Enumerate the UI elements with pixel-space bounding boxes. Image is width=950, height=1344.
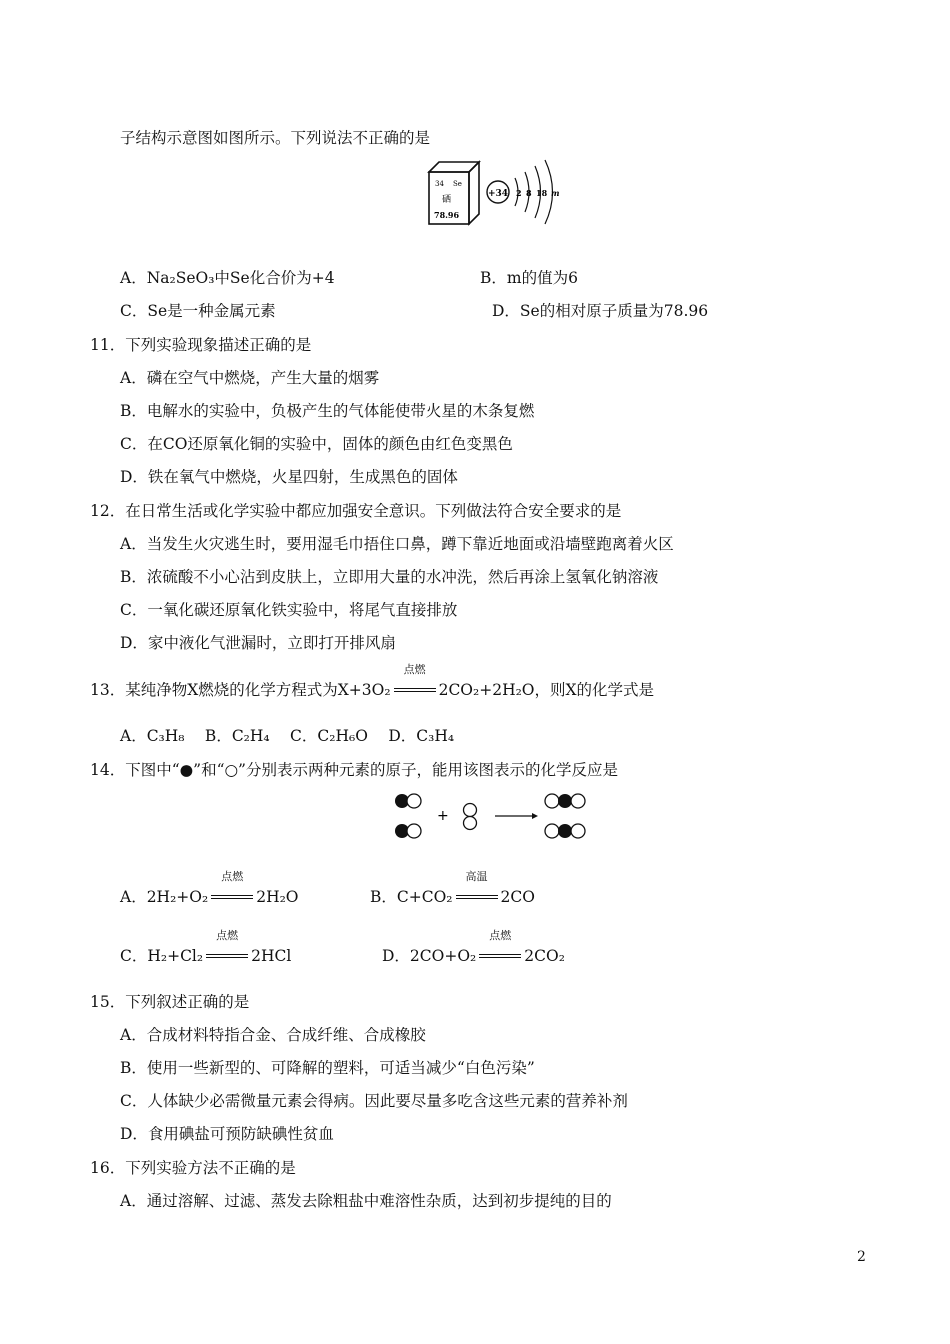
element-cell-icon xyxy=(429,162,479,224)
q11-option-d: D．铁在氧气中燃烧，火星四射，生成黑色的固体 xyxy=(120,468,458,486)
reaction-condition: 点燃 xyxy=(392,675,438,695)
q12-option-d: D．家中液化气泄漏时，立即打开排风扇 xyxy=(120,634,396,652)
q13-stem-post: 2CO₂+2H₂O，则X的化学式是 xyxy=(438,681,655,699)
q11-option-b: B．电解水的实验中，负极产生的气体能使带火星的木条复燃 xyxy=(120,402,535,420)
q10-option-a: A．Na₂SeO₃中Se化合价为+4 xyxy=(120,269,335,287)
q13-stem xyxy=(90,663,655,700)
shell-2: 8 xyxy=(526,188,532,198)
nucleus-charge: +34 xyxy=(488,189,509,199)
page-number: 2 xyxy=(857,1249,866,1265)
q16-option-a: A．通过溶解、过滤、蒸发去除粗盐中难溶性杂质，达到初步提纯的目的 xyxy=(120,1192,612,1210)
shell-1: 2 xyxy=(516,188,522,198)
question-10-stem-continued: 子结构示意图如图所示。下列说法不正确的是 xyxy=(120,129,431,147)
shell-3: 18 xyxy=(536,188,548,198)
q10-option-d: D．Se的相对原子质量为78.96 xyxy=(492,302,709,320)
q14-option-d: D．2CO+O₂ 点燃 2CO₂ xyxy=(382,929,565,965)
element-number: 34 xyxy=(435,180,444,188)
q12-option-b: B．浓硫酸不小心沾到皮肤上，立即用大量的水冲洗，然后再涂上氢氧化钠溶液 xyxy=(120,568,659,586)
element-mass: 78.96 xyxy=(434,210,460,220)
q15-option-a: A．合成材料特指合金、合成纤维、合成橡胶 xyxy=(120,1026,426,1044)
q10-option-b: B．m的值为6 xyxy=(480,269,578,287)
q15-stem: 15．下列叙述正确的是 xyxy=(90,993,250,1011)
svg-text:硒: 硒 xyxy=(442,195,452,205)
reactant-molecule-3-icon xyxy=(464,804,477,830)
product-molecule-1-icon xyxy=(545,794,585,808)
q10-option-c: C．Se是一种金属元素 xyxy=(120,302,276,320)
q12-stem: 12．在日常生活或化学实验中都应加强安全意识。下列做法符合安全要求的是 xyxy=(90,502,622,520)
q14-option-c: C．H₂+Cl₂ 点燃 2HCl xyxy=(120,929,292,965)
q13-options: A．C₃H₈ B．C₂H₄ C．C₂H₆O D．C₃H₄ xyxy=(120,727,455,745)
q15-option-d: D．食用碘盐可预防缺碘性贫血 xyxy=(120,1125,334,1143)
q14-stem: 14．下图中“●”和“○”分别表示两种元素的原子，能用该图表示的化学反应是 xyxy=(90,761,618,779)
reactant-molecule-1-icon xyxy=(395,794,421,808)
q16-stem: 16．下列实验方法不正确的是 xyxy=(90,1159,296,1177)
reactant-molecule-2-icon xyxy=(395,824,421,838)
q14-option-b: B．C+CO₂ 高温 2CO xyxy=(370,870,535,906)
reaction-diagram xyxy=(390,786,600,844)
atomic-structure-icon xyxy=(487,160,559,224)
q11-option-a: A．磷在空气中燃烧，产生大量的烟雾 xyxy=(120,369,380,387)
q13-stem-pre: 13．某纯净物X燃烧的化学方程式为X+3O₂ xyxy=(90,681,391,699)
plus-sign: + xyxy=(437,808,449,824)
arrow-icon xyxy=(495,813,538,819)
q15-option-c: C．人体缺少必需微量元素会得病。因此要尽量多吃含这些元素的营养补剂 xyxy=(120,1092,628,1110)
q12-option-a: A．当发生火灾逃生时，要用湿毛巾捂住口鼻，蹲下靠近地面或沿墙壁跑离着火区 xyxy=(120,535,674,553)
selenium-figure xyxy=(425,150,575,232)
q15-option-b: B．使用一些新型的、可降解的塑料，可适当减少“白色污染” xyxy=(120,1059,535,1077)
q12-option-c: C．一氧化碳还原氧化铁实验中，将尾气直接排放 xyxy=(120,601,458,619)
q14-option-a: A．2H₂+O₂ 点燃 2H₂O xyxy=(120,870,299,906)
product-molecule-2-icon xyxy=(545,824,585,838)
shell-4: m xyxy=(551,188,560,198)
q11-stem: 11．下列实验现象描述正确的是 xyxy=(90,336,312,354)
element-symbol: Se xyxy=(453,180,462,188)
q11-option-c: C．在CO还原氧化铜的实验中，固体的颜色由红色变黑色 xyxy=(120,435,513,453)
